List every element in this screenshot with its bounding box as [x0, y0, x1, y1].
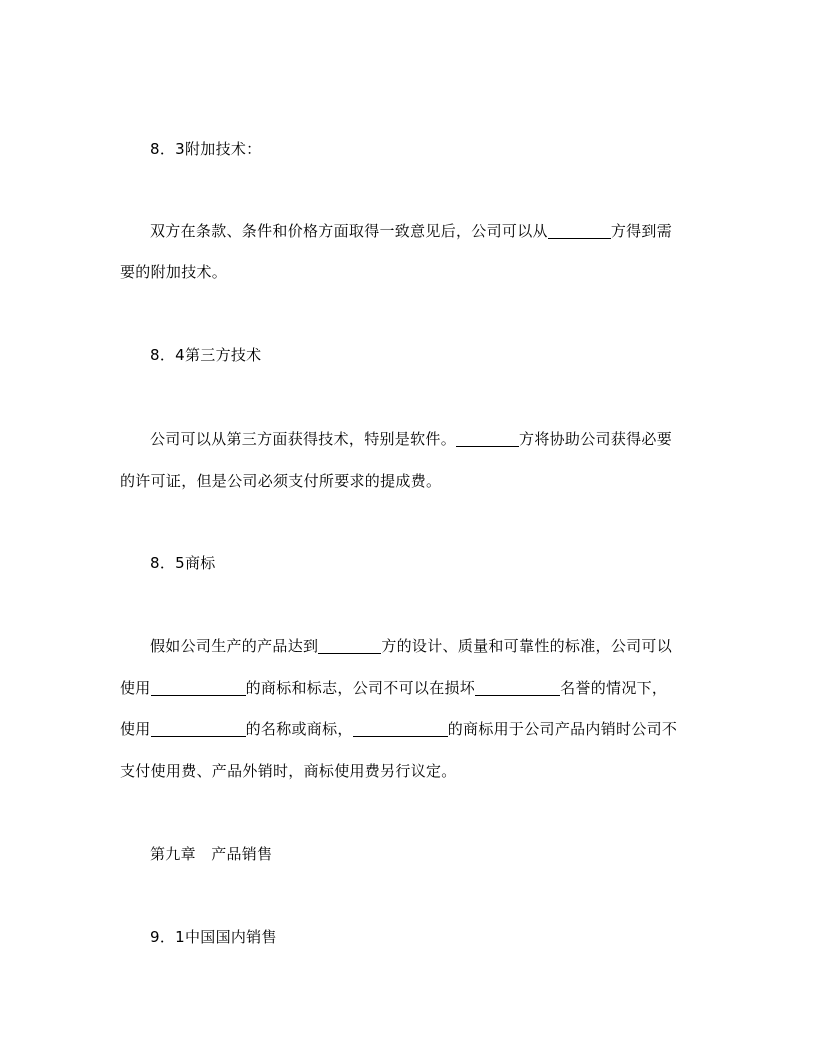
text-run: 双方在条款、条件和价格方面取得一致意见后，公司可以从: [150, 222, 548, 240]
paragraph-line: [150, 429, 730, 449]
chapter-heading-9: 第九章 产品销售: [150, 845, 273, 863]
text-run: 的名称或商标，: [245, 720, 353, 738]
fill-in-blank: [456, 430, 519, 447]
fill-in-blank: [151, 679, 246, 696]
paragraph-line: [150, 636, 730, 656]
paragraph-line: [120, 678, 700, 698]
paragraph-line: 要的附加技术。: [120, 263, 228, 281]
text-run: 方的设计、质量和可靠性的标准，公司可以: [381, 637, 673, 655]
fill-in-blank: [151, 720, 246, 737]
paragraph-line: 支付使用费、产品外销时，商标使用费另行议定。: [120, 762, 457, 780]
paragraph-line: [150, 221, 730, 241]
text-run: 的商标用于公司产品内销时公司不: [447, 720, 678, 738]
section-heading-8-4: 8．4第三方技术: [150, 346, 262, 364]
fill-in-blank: [475, 679, 560, 696]
paragraph-line: [120, 719, 700, 739]
paragraph-line: 的许可证，但是公司必须支付所要求的提成费。: [120, 472, 442, 490]
section-heading-9-1: 9．1中国国内销售: [150, 928, 277, 946]
text-run: 使用: [120, 679, 151, 697]
section-heading-8-5: 8．5商标: [150, 554, 216, 572]
fill-in-blank: [353, 720, 448, 737]
fill-in-blank: [548, 222, 611, 239]
text-run: 使用: [120, 720, 151, 738]
text-run: 方得到需: [610, 222, 673, 240]
text-run: 公司可以从第三方面获得技术，特别是软件。: [150, 430, 457, 448]
text-run: 假如公司生产的产品达到: [150, 637, 319, 655]
section-heading-8-3: 8．3附加技术：: [150, 140, 262, 158]
fill-in-blank: [318, 637, 381, 654]
text-run: 的商标和标志，公司不可以在损坏: [245, 679, 476, 697]
text-run: 名誉的情况下，: [560, 679, 668, 697]
text-run: 方将协助公司获得必要: [519, 430, 673, 448]
